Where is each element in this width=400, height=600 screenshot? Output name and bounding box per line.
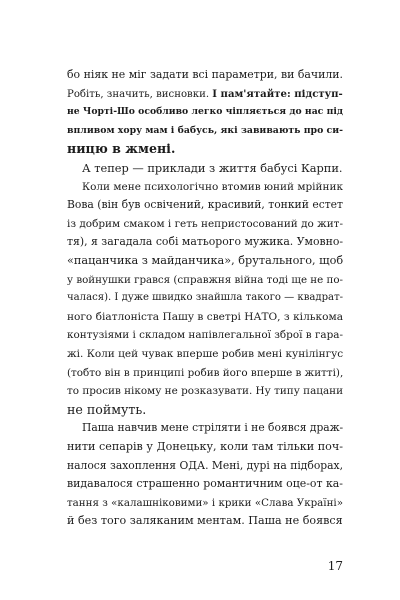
text-line: то просив нікому не розказувати. Ну типу пацани bbox=[67, 385, 344, 398]
text-line: ного біатлоніста Пашу в светрі НАТО, з кількома bbox=[67, 310, 343, 323]
text-line: ницю в жмені. bbox=[67, 141, 176, 157]
text-line: нити сепарів у Донецьку, коли там тільки поч- bbox=[67, 440, 343, 453]
text-line: тя), я загадала собі матьорого мужика. Умовно- bbox=[67, 235, 344, 249]
text-line: видавалося страшенно романтичним оце-от ка- bbox=[67, 477, 343, 491]
text-line: налося захоплення ОДА. Мені, дурі на підборах, bbox=[67, 458, 343, 472]
page-number: 17 bbox=[327, 559, 343, 573]
text-line: не поймуть. bbox=[67, 401, 147, 417]
text-line: тання з «калашніковими» і крики «Слава Україні» bbox=[67, 496, 343, 509]
text-line: Коли мене психологічно втомив юний мрійник bbox=[82, 180, 343, 193]
text-line: контузіями і складом напівлегальної зброї в гара- bbox=[67, 329, 343, 342]
text-line: чалася). І дуже швидко знайшла такого — квадрат- bbox=[67, 292, 344, 304]
text-line: впливом хору мам і бабусь, які завивають про си- bbox=[67, 124, 343, 136]
text-line: із добрим смаком і геть непристосований до жит- bbox=[67, 217, 343, 230]
bold-text-segment: I пам'ятайте: підступ- bbox=[212, 87, 343, 100]
text-line: «пацанчика з майданчика», брутального, щоб bbox=[67, 254, 344, 267]
text-line: Вова (він був освічений, красивий, тонкий естет bbox=[67, 198, 343, 212]
text-line: А тепер — приклади з життя бабусі Карпи. bbox=[82, 161, 343, 175]
text-line: бо ніяк не міг задати всі параметри, ви бачили. bbox=[67, 68, 343, 81]
text-line: не Чорті-Шо особливо легко чіпляється до нас під bbox=[67, 106, 343, 118]
text-line: жі. Коли цей чувак вперше робив мені кунілінгус bbox=[67, 348, 344, 360]
text-line bbox=[67, 85, 343, 104]
text-line: у войнушки грався (справжня війна тоді ще не по- bbox=[67, 273, 343, 286]
text-line: Паша навчив мене стріляти і не боявся драж- bbox=[82, 421, 344, 435]
text-segment: Робіть, значить, висновки. bbox=[67, 88, 213, 100]
text-line: й без того заляканим ментам. Паша не боявся bbox=[67, 514, 343, 528]
text-line: (тобто він в принципі робив його вперше в житті), bbox=[67, 366, 344, 379]
